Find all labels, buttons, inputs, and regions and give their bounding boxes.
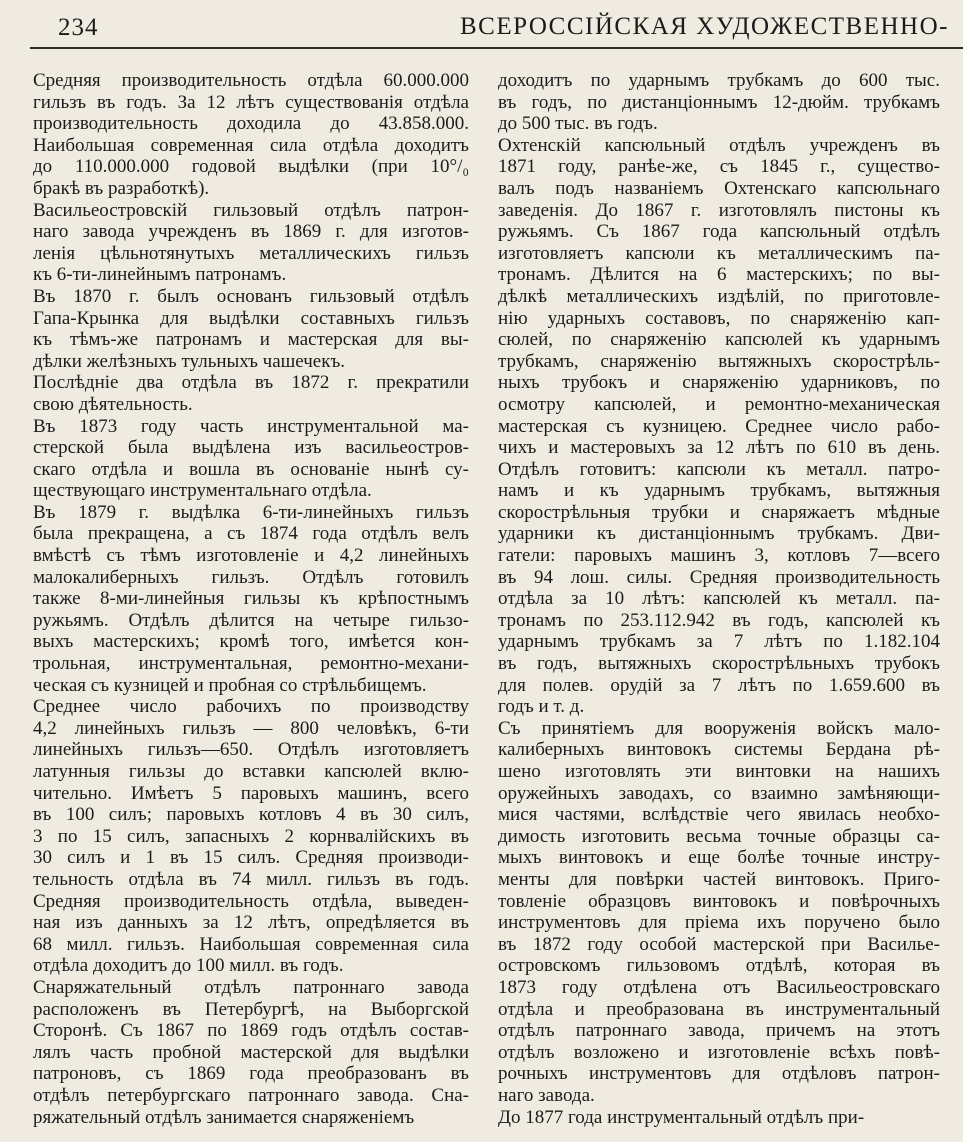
text-line: чительно. Имѣетъ 5 паровыхъ машинъ, всего bbox=[33, 782, 469, 804]
text-line: отдѣлъ петербургскаго патроннаго завода. Сна- bbox=[33, 1084, 469, 1106]
text-line: Средняя производительность отдѣла, выведен- bbox=[33, 890, 469, 912]
text-line: доходитъ по ударнымъ трубкамъ до 600 тыс. bbox=[498, 70, 940, 91]
text-line: Въ 1873 году часть инструментальной ма- bbox=[33, 415, 469, 437]
text-line: трубкамъ, снаряженію вытяжныхъ скорострѣль- bbox=[498, 350, 940, 372]
text-line: отдѣла и преобразована въ инструментальный bbox=[498, 998, 940, 1020]
text-line: скаго отдѣла и вошла въ основаніе нынѣ су- bbox=[33, 458, 469, 480]
text-line: ныхъ трубокъ и снаряженію ударниковъ, по bbox=[498, 372, 940, 394]
text-line: 1871 году, ранѣе-же, съ 1845 г., существо- bbox=[498, 156, 940, 178]
text-line: ружьямъ. Отдѣлъ дѣлится на четыре гильзо- bbox=[33, 609, 469, 631]
text-line: Наибольшая современная сила отдѣла доходитъ bbox=[33, 134, 469, 156]
text-line: ударники къ дистанціоннымъ трубкамъ. Дви- bbox=[498, 523, 940, 545]
text-line: отдѣлъ патроннаго завода, причемъ на этотъ bbox=[498, 1020, 940, 1042]
text-line: скорострѣльныя трубки и снаряжаетъ мѣдные bbox=[498, 501, 940, 523]
paragraph bbox=[33, 416, 469, 502]
text-line: для полев. орудій за 7 лѣтъ по 1.659.600 въ bbox=[498, 674, 940, 696]
text-line: инструментовъ для пріема ихъ поручено было bbox=[498, 912, 940, 934]
text-line: производительность доходила до 43.858.000. bbox=[33, 113, 469, 135]
text-line: малокалиберныхъ гильзъ. Отдѣлъ готовилъ bbox=[33, 566, 469, 588]
paragraph bbox=[33, 200, 469, 286]
paragraph bbox=[498, 70, 940, 135]
text-line: расположенъ въ Петербургѣ, на Выборгской bbox=[33, 998, 469, 1020]
text-line: годъ и т. д. bbox=[498, 696, 585, 718]
text-line: калиберныхъ винтовокъ системы Бердана рѣ- bbox=[498, 739, 940, 761]
text-line: 3 по 15 силъ, запасныхъ 2 корнвалійскихъ въ bbox=[33, 825, 469, 847]
text-line: оружейныхъ заводахъ, со взаимно замѣняющи- bbox=[498, 782, 940, 804]
text-line: мися частями, вслѣдствіе чего явилась необхо- bbox=[498, 804, 940, 826]
text-line: мастерская съ кузницею. Среднее число рабо- bbox=[498, 415, 940, 437]
text-line: До 1877 года инструментальный отдѣлъ при- bbox=[498, 1106, 865, 1128]
text-line: ряжательный отдѣлъ занимается снаряженіемъ bbox=[33, 1106, 415, 1128]
text-line: въ годъ, по дистанціоннымъ 12-дюйм. трубкамъ bbox=[498, 91, 940, 113]
text-line: въ 94 лош. силы. Средняя производительность bbox=[498, 566, 940, 588]
paragraph bbox=[33, 696, 469, 977]
text-line: Васильеостровскій гильзовый отдѣлъ патрон- bbox=[33, 199, 469, 221]
text-line: нію ударныхъ составовъ, по снаряженію кап- bbox=[498, 307, 940, 329]
text-line: Снаряжательный отдѣлъ патроннаго завода bbox=[33, 976, 469, 998]
text-line: выхъ мастерскихъ; кромѣ того, имѣется кон- bbox=[33, 631, 469, 653]
text-line: отдѣла доходитъ до 100 милл. въ годъ. bbox=[33, 955, 344, 977]
text-line: наго завода учрежденъ въ 1869 г. для изготов- bbox=[33, 221, 469, 243]
text-line: Въ 1879 г. выдѣлка 6-ти-линейныхъ гильзъ bbox=[33, 501, 469, 523]
text-line: димость изготовить весьма точные образцы са- bbox=[498, 825, 940, 847]
paragraph bbox=[33, 372, 469, 415]
paragraph bbox=[33, 70, 469, 200]
text-line: тельность отдѣла въ 74 милл. гильзъ въ годъ. bbox=[33, 868, 469, 890]
text-line: въ 1872 году особой мастерской при Василье- bbox=[498, 933, 940, 955]
text-line: линейныхъ гильзъ—650. Отдѣлъ изготовляетъ bbox=[33, 739, 469, 761]
running-title: ВСЕРОССІЙСКАЯ ХУДОЖЕСТВЕННО- bbox=[459, 13, 949, 40]
text-line: латунныя гильзы до вставки капсюлей вклю- bbox=[33, 761, 469, 782]
text-line: ная изъ данныхъ за 12 лѣтъ, опредѣляется въ bbox=[33, 912, 469, 934]
text-line: 30 силъ и 1 въ 15 силъ. Средняя производи- bbox=[33, 847, 469, 869]
text-line: 68 милл. гильзъ. Наибольшая современная сила bbox=[33, 933, 469, 955]
text-line: Въ 1870 г. былъ основанъ гильзовый отдѣлъ bbox=[33, 285, 469, 307]
text-line: патроновъ, съ 1869 года преобразованъ въ bbox=[33, 1063, 469, 1085]
text-line: менты для повѣрки частей винтовокъ. Приго- bbox=[498, 868, 940, 890]
text-line: ударнымъ трубкамъ за 7 лѣтъ по 1.182.104 bbox=[498, 631, 940, 653]
text-line: Съ принятіемъ для вооруженія войскъ мало- bbox=[498, 717, 940, 739]
text-line: Охтенскій капсюльный отдѣлъ учрежденъ въ bbox=[498, 134, 940, 156]
paragraph bbox=[498, 1107, 940, 1129]
paragraph bbox=[498, 135, 940, 718]
text-line: рочныхъ инструментовъ для отдѣловъ патрон- bbox=[498, 1063, 940, 1085]
text-line: сюлей, по снаряженію капсюлей къ ударнымъ bbox=[498, 329, 940, 351]
text-line: 1873 году отдѣлена отъ Васильеостровскаго bbox=[498, 976, 940, 998]
text-line: гильзъ въ годъ. За 12 лѣтъ существованія отдѣла bbox=[33, 91, 469, 113]
text-line: бракѣ въ разработкѣ). bbox=[33, 177, 210, 199]
text-line: была прекращена, а съ 1874 года отдѣлъ велъ bbox=[33, 523, 469, 545]
text-line: шено изготовлять эти винтовки на нашихъ bbox=[498, 761, 940, 782]
text-line: заведенія. До 1867 г. изготовлялъ пистоны къ bbox=[498, 199, 940, 221]
text-line: ружьямъ. Съ 1867 года капсюльный отдѣлъ bbox=[498, 221, 940, 243]
text-line: свою дѣятельность. bbox=[33, 393, 193, 415]
text-line: Средняя производительность отдѣла 60.000.000 bbox=[33, 70, 469, 91]
paragraph bbox=[33, 502, 469, 696]
text-line: Гапа-Крынка для выдѣлки составныхъ гильзъ bbox=[33, 307, 469, 329]
text-line: ческая съ кузницей и пробная со стрѣльбищемъ. bbox=[33, 674, 427, 696]
text-line: ществующаго инструментальнаго отдѣла. bbox=[33, 480, 372, 502]
text-line: осмотру капсюлей, и ремонтно-механическая bbox=[498, 393, 940, 415]
text-line: островскомъ гильзовомъ отдѣлѣ, которая въ bbox=[498, 955, 940, 977]
text-line: также 8-ми-линейныя гильзы къ крѣпостнымъ bbox=[33, 588, 469, 610]
text-line: дѣлкѣ металлическихъ издѣлій, по приготовле- bbox=[498, 285, 940, 307]
text-line: чихъ и мастеровыхъ за 12 лѣтъ по 610 въ день. bbox=[498, 437, 940, 459]
text-line: къ 6-ти-линейнымъ патронамъ. bbox=[33, 264, 287, 286]
paragraph bbox=[33, 286, 469, 372]
text-line: мыхъ винтовокъ и еще болѣе точные инстру- bbox=[498, 847, 940, 869]
text-line: дѣлки желѣзныхъ тульныхъ чашечекъ. bbox=[33, 350, 346, 372]
text-line: въ 100 силъ; паровыхъ котловъ 4 въ 30 силъ, bbox=[33, 804, 469, 826]
text-line: Сторонѣ. Съ 1867 по 1869 годъ отдѣлъ состав- bbox=[33, 1020, 469, 1042]
text-line: до 110.000.000 годовой выдѣлки (при 10°/₀ bbox=[33, 156, 469, 178]
text-line: изготовляетъ капсюли къ металлическимъ па- bbox=[498, 242, 940, 264]
header-rule bbox=[30, 47, 963, 49]
text-line: отдѣлъ возложено и изготовленіе всѣхъ повѣ- bbox=[498, 1041, 940, 1063]
paragraph bbox=[33, 977, 469, 1128]
text-line: валъ подъ названіемъ Охтенскаго капсюльнаго bbox=[498, 177, 940, 199]
text-line: вмѣстѣ съ тѣмъ изготовленіе и 4,2 линейныхъ bbox=[33, 545, 469, 567]
text-line: Среднее число рабочихъ по производству bbox=[33, 696, 469, 718]
text-line: намъ и къ ударнымъ трубкамъ, вытяжныя bbox=[498, 480, 940, 502]
paragraph bbox=[498, 718, 940, 1107]
text-line: Отдѣлъ готовитъ: капсюли къ металл. патро- bbox=[498, 458, 940, 480]
text-line: тронамъ по 253.112.942 въ годъ, капсюлей къ bbox=[498, 609, 940, 631]
text-line: къ тѣмъ-же патронамъ и мастерская для вы- bbox=[33, 329, 469, 351]
text-line: трольная, инструментальная, ремонтно-механи- bbox=[33, 653, 469, 675]
right-column bbox=[498, 70, 940, 1128]
text-line: отдѣла за 10 лѣтъ: капсюлей къ металл. па- bbox=[498, 588, 940, 610]
text-line: ленія цѣльнотянутыхъ металлическихъ гильзъ bbox=[33, 242, 469, 264]
text-line: до 500 тыс. въ годъ. bbox=[498, 113, 658, 135]
text-line: наго завода. bbox=[498, 1084, 595, 1106]
text-line: товленіе образцовъ винтовокъ и повѣрочныхъ bbox=[498, 890, 940, 912]
text-line: стерской была выдѣлена изъ васильеостров- bbox=[33, 437, 469, 459]
page-number: 234 bbox=[58, 14, 99, 41]
text-line: лялъ часть пробной мастерской для выдѣлки bbox=[33, 1041, 469, 1063]
text-line: Послѣдніе два отдѣла въ 1872 г. прекратили bbox=[33, 372, 469, 394]
text-line: тронамъ. Дѣлится на 6 мастерскихъ; по вы- bbox=[498, 264, 940, 286]
text-line: 4,2 линейныхъ гильзъ — 800 человѣкъ, 6-ти bbox=[33, 717, 469, 739]
text-line: гатели: паровыхъ машинъ 3, котловъ 7—всего bbox=[498, 545, 940, 567]
page-header bbox=[0, 0, 963, 50]
left-column bbox=[33, 70, 469, 1128]
text-line: въ годъ, вытяжныхъ скорострѣльныхъ трубокъ bbox=[498, 653, 940, 675]
